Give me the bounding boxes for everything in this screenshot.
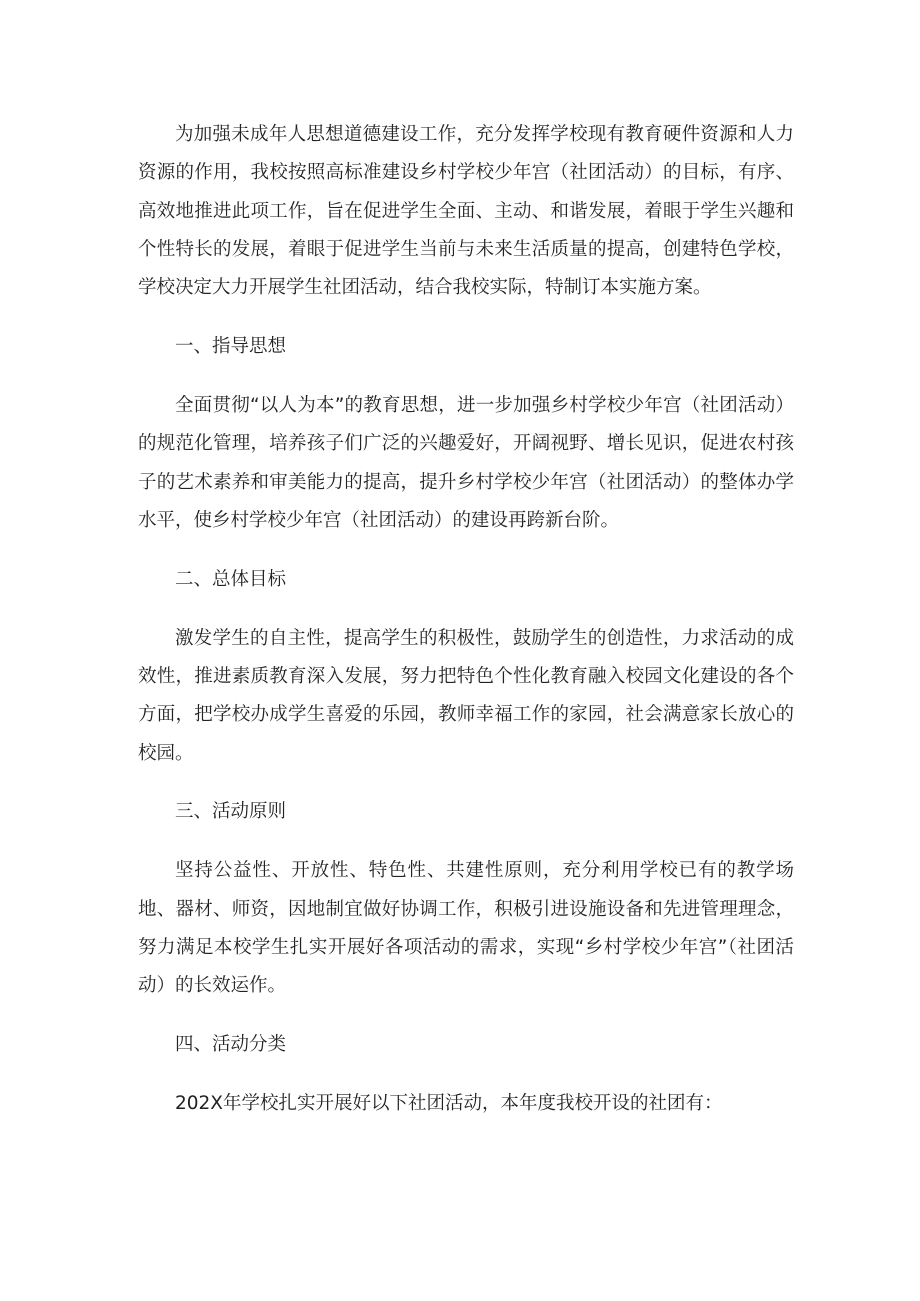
guiding-thought-paragraph: 全面贯彻“以人为本”的教育思想，进一步加强乡村学校少年宫（社团活动）的规范化管理，培养孩子们广泛的兴趣爱好，开阔视野、增长见识，促进农村孩子的艺术素养和审美能力的提高，提升乡村学校少年宫（社团活动）的整体办学水平，使乡村学校少年宫（社团活动）的建设再跨新台阶。 [138,394,794,531]
intro-paragraph: 为加强未成年人思想道德建设工作，充分发挥学校现有教育硬件资源和人力资源的作用，我校按照高标准建设乡村学校少年宫（社团活动）的目标，有序、高效地推进此项工作，旨在促进学生全面、主动、和谐发展，着眼于学生兴趣和个性特长的发展，着眼于促进学生当前与未来生活质量的提高，创建特色学校，学校决定大力开展学生社团活动，结合我校实际，特制订本实施方案。 [138,124,794,299]
activity-categories-paragraph: 202X年学校扎实开展好以下社团活动，本年度我校开设的社团有： [175,1092,723,1114]
overall-goal-paragraph: 激发学生的自主性，提高学生的积极性，鼓励学生的创造性，力求活动的成效性，推进素质教育深入发展，努力把特色个性化教育融入校园文化建设的各个方面，把学校办成学生喜爱的乐园，教师幸福工作的家园，社会满意家长放心的校园。 [138,627,794,764]
section-heading-activity-principles: 三、活动原则 [175,801,287,823]
activity-principles-paragraph: 坚持公益性、开放性、特色性、共建性原则，充分利用学校已有的教学场地、器材、师资，因地制宜做好协调工作，积极引进设施设备和先进管理理念，努力满足本校学生扎实开展好各项活动的需求，实现“乡村学校少年宫”（社团活动）的长效运作。 [138,860,794,997]
section-heading-guiding-thought: 一、指导思想 [175,336,287,358]
section-heading-activity-categories: 四、活动分类 [175,1034,287,1056]
document-body [138,116,794,1144]
section-heading-overall-goal: 二、总体目标 [175,568,287,590]
